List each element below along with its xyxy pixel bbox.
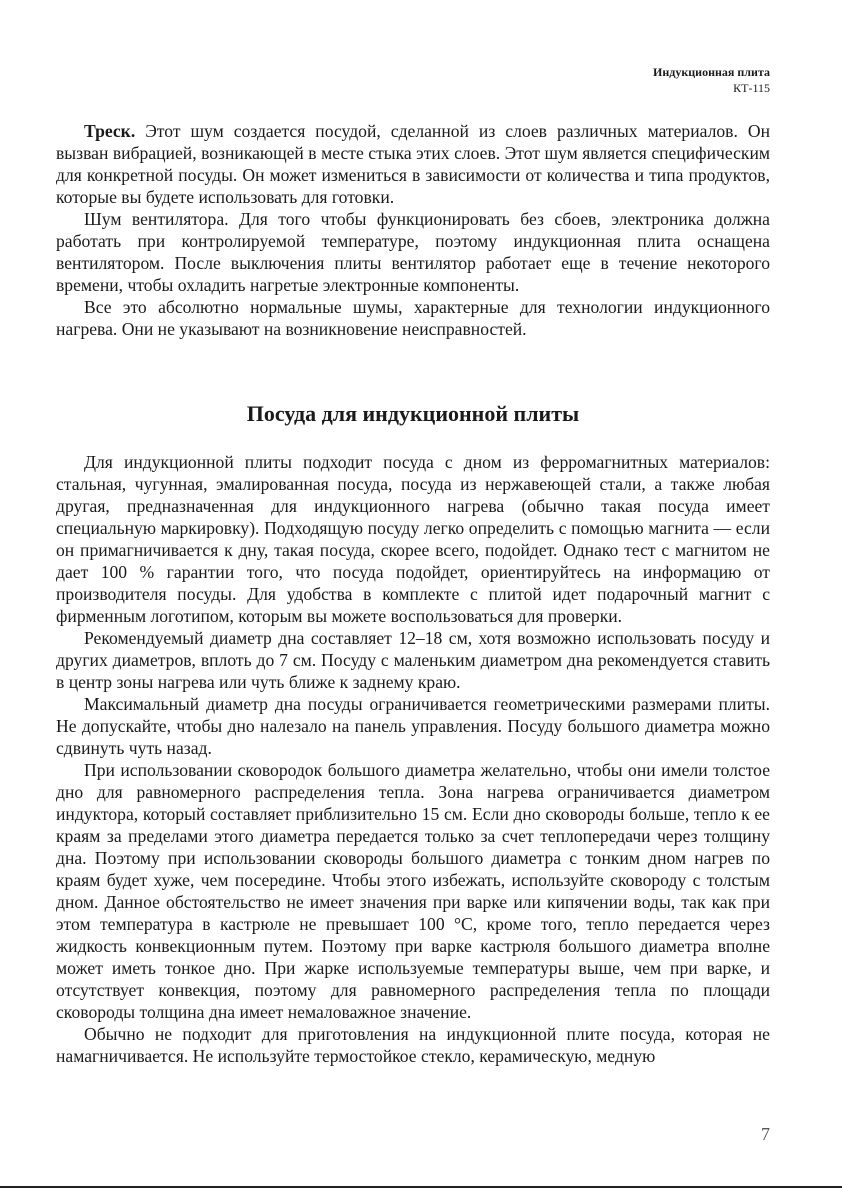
paragraph-large-pans: При использовании сковородок большого диаметра желательно, чтобы они имели толстое дно для равномерного распределения тепла. Зона нагрева ограничивается диаметром индуктора, который составляет приблизительно 15 см. Если дно сковороды больше, тепло к ее краям за пределами этого диаметра передается только за счет теплопередачи через толщину дна. Поэтому при использовании сковороды большого диаметра с тонким дном нагрев по краям будет хуже, чем посередине. Чтобы этого избежать, используйте сковороду с толстым дном. Данное обстоятельство не имеет значения при варке или кипячении воды, так как при этом температура в кастрюле не превышает 100 °С, кроме того, тепло передается через жидкость конвекционным путем. Поэтому при варке кастрюля большого диаметра вполне может иметь тонкое дно. При жарке используемые температуры выше, чем при варке, и отсутствует конвекция, поэтому для равномерного распределения тепла по площади сковороды толщина дна имеет немаловажное значение. [56, 760, 770, 1022]
intro-section [56, 120, 770, 340]
header-model: КТ-115 [733, 81, 770, 95]
cookware-section [56, 451, 770, 1067]
page-number: 7 [761, 1124, 770, 1144]
paragraph-text: Этот шум создается посудой, сделанной из слоев различных материалов. Он вызван вибрацией, возникающей в месте стыка этих слоев. Этот шум является специфическим для конкретной посуды. Он может измениться в зависимости от количества и типа продуктов, которые вы будете использовать для готовки. [56, 121, 770, 207]
section-heading: Посуда для индукционной плиты [246, 401, 580, 426]
paragraph-lead: Треск. [84, 121, 136, 141]
running-header [653, 64, 770, 96]
paragraph-non-magnetic: Обычно не подходит для приготовления на индукционной плите посуда, которая не намагничивается. Не используйте термостойкое стекло, керамическую, медную [56, 1024, 770, 1066]
paragraph-normal-noises: Все это абсолютно нормальные шумы, характерные для технологии индукционного нагрева. Они не указывают на возникновение неисправностей. [56, 297, 770, 339]
paragraph-recommended-diameter: Рекомендуемый диаметр дна составляет 12–18 см, хотя возможно использовать посуду и других диаметров, вплоть до 7 см. Посуду с маленьким диаметром дна рекомендуется ставить в центр зоны нагрева или чуть ближе к заднему краю. [56, 628, 770, 692]
paragraph-fan-noise: Шум вентилятора. Для того чтобы функционировать без сбоев, электроника должна работать при контролируемой температуре, поэтому индукционная плита оснащена вентилятором. После выключения плиты вентилятор работает еще в течение некоторого времени, чтобы охладить нагретые электронные компоненты. [56, 209, 770, 295]
bottom-border [0, 1186, 842, 1188]
header-title: Индукционная плита [653, 65, 770, 79]
paragraph-crackle [56, 120, 770, 208]
paragraph-max-diameter: Максимальный диаметр дна посуды ограничивается геометрическими размерами плиты. Не допускайте, чтобы дно налезало на панель управления. Посуду большого диаметра можно сдвинуть чуть назад. [56, 694, 770, 758]
paragraph-suitable-cookware: Для индукционной плиты подходит посуда с дном из ферромагнитных материалов: стальная, чугунная, эмалированная посуда, посуда из нержавеющей стали, а также любая другая, предназначенная для индукционного нагрева (обычно такая посуда имеет специальную маркировку). Подходящую посуду легко определить с помощью магнита — если он примагничивается к дну, такая посуда, скорее всего, подойдет. Однако тест с магнитом не дает 100 % гарантии того, что посуда подойдет, ориентируйтесь на информацию от производителя посуды. Для удобства в комплекте с плитой идет подарочный магнит с фирменным логотипом, которым вы можете воспользоваться для проверки. [56, 452, 770, 626]
